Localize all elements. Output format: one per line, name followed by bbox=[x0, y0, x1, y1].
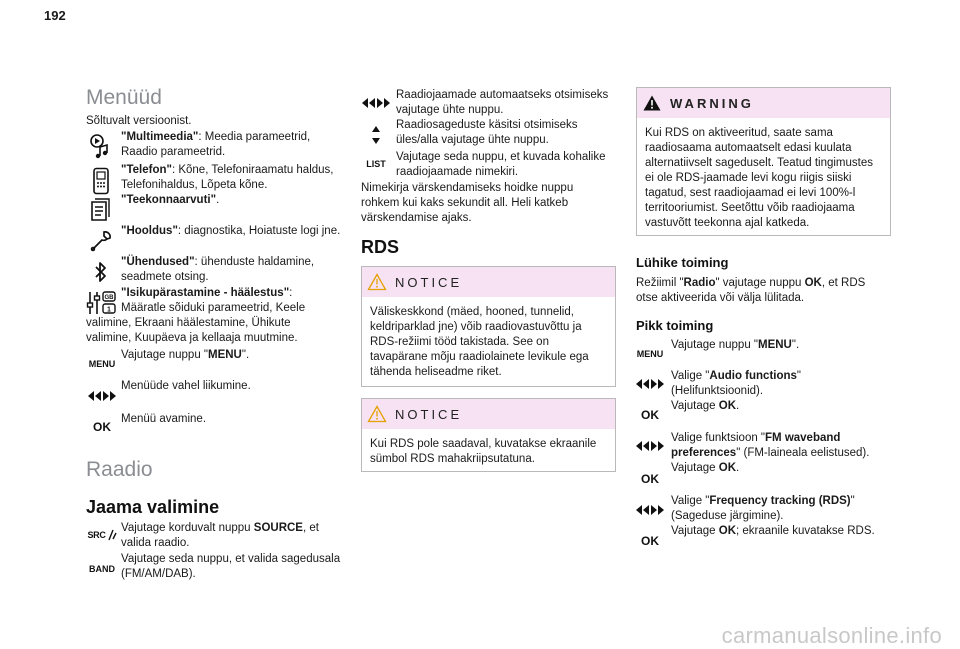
long-action-title: Pikk toiming bbox=[636, 318, 714, 333]
warning-triangle-icon bbox=[367, 405, 387, 423]
wrench-icon bbox=[86, 226, 116, 256]
left-right-arrows-icon bbox=[634, 502, 666, 518]
trip-computer-icon bbox=[86, 195, 116, 223]
list-text: Vajutage seda nuppu, et kuvada kohalike raadiojaamade nimekiri. bbox=[396, 151, 606, 178]
menu-item-personalisation-text: Määratle sõiduki parameetrid, Keele valimine, Ekraani häälestamine, Ühikute valimine, Kuupäeva ja kellaaja muutmine. bbox=[86, 302, 306, 344]
step-1-text: Vajutage nuppu "MENU". bbox=[671, 339, 800, 351]
left-right-arrows-icon bbox=[86, 388, 118, 404]
page-number: 192 bbox=[44, 8, 66, 23]
menus-title: Menüüd bbox=[86, 86, 162, 109]
ok-button-icon: OK bbox=[641, 407, 659, 422]
manual-search-text: Raadiosageduste käsitsi otsimiseks üles/alla vajutage ühte nuppu. bbox=[396, 119, 578, 146]
short-action-title: Lühike toiming bbox=[636, 255, 729, 270]
left-right-arrows-icon bbox=[634, 376, 666, 392]
seek-arrows-icon bbox=[360, 95, 392, 111]
radio-title: Raadio bbox=[86, 458, 153, 481]
menu-open-text: Menüü avamine. bbox=[121, 413, 207, 425]
notice-box-2 bbox=[361, 398, 616, 472]
list-refresh-text: Nimekirja värskendamiseks hoidke nuppu rohkem kui kaks sekundit all. Heli katkeb värskendamise ajaks. bbox=[361, 182, 574, 224]
notice-text-2: Kui RDS pole saadaval, kuvatakse ekraanile sümbol RDS mahakriipsutatuna. bbox=[370, 438, 597, 465]
notice-header-1 bbox=[362, 267, 615, 297]
band-text: Vajutage seda nuppu, et valida sagedusala (FM/AM/DAB). bbox=[121, 553, 341, 580]
notice-title-1: NOTICE bbox=[395, 274, 463, 290]
warning-text: Kui RDS on aktiveeritud, saate sama raadiosaama automaatselt edasi kuulata alternatiivselt sageduselt. Teatud tingimustes ei ole RDS-jaamade levi kogu riigis siiski tagatud, sest raadiojaamad ei levi 100%-l territooriumist. Seetõttu võib raadiojaama vastuvõtt teekonna ajal katkeda. bbox=[645, 127, 874, 229]
auto-search-text: Raadiojaamade automaatseks otsimiseks vajutage ühte nuppu. bbox=[396, 89, 609, 116]
menu-item-personalisation-label: "Isikupärastamine - häälestus": bbox=[121, 287, 293, 299]
source-button-icon: SRC bbox=[86, 528, 118, 542]
menus-intro: Sõltuvalt versioonist. bbox=[86, 115, 192, 127]
band-button-icon: BAND bbox=[89, 563, 115, 574]
notice-title-2: NOTICE bbox=[395, 406, 463, 422]
warning-header bbox=[637, 88, 890, 118]
step-3-text: Valige funktsioon "FM waveband preferences" (FM-laineala eelistused). Vajutage OK. bbox=[671, 432, 870, 474]
menu-button-icon: MENU bbox=[88, 358, 116, 369]
warning-box bbox=[636, 87, 891, 236]
station-selection-title: Jaama valimine bbox=[86, 497, 220, 517]
source-text: Vajutage korduvalt nuppu SOURCE, et valida raadio. bbox=[121, 522, 319, 549]
list-button-icon: LIST bbox=[366, 158, 386, 169]
short-action-text: Režiimil "Radio" vajutage nuppu OK, et RDS otse aktiveerida või välja lülitada. bbox=[636, 277, 866, 304]
multimedia-icon bbox=[86, 131, 116, 161]
phone-icon bbox=[86, 166, 116, 196]
bluetooth-icon bbox=[86, 258, 116, 286]
notice-text-1: Väliskeskkond (mäed, hooned, tunnelid, keldriparklad jne) võib raadiovastuvõttu ja RDS-režiimi tööd takistada. See on tavapärane mõju raadiolainete levikule ega tähenda heliseadme riket. bbox=[370, 306, 589, 378]
warning-title: WARNING bbox=[670, 95, 754, 111]
up-down-arrows-icon bbox=[360, 122, 392, 148]
warning-triangle-icon bbox=[642, 94, 662, 112]
step-2-text: Valige "Audio functions" (Helifunktsioonid). Vajutage OK. bbox=[671, 370, 802, 412]
menu-item-multimedia: "Multimeedia": Meedia parameetrid, Raadio parameetrid. bbox=[121, 131, 311, 158]
ok-button-icon: OK bbox=[93, 419, 111, 434]
warning-triangle-icon bbox=[367, 273, 387, 291]
menu-navigation-text: Menüüde vahel liikumine. bbox=[121, 380, 251, 392]
menu-item-trip-computer: "Teekonnaarvuti". bbox=[121, 194, 220, 206]
rds-title: RDS bbox=[361, 237, 400, 257]
menu-button-icon: MENU bbox=[636, 348, 664, 359]
step-4-text: Valige "Frequency tracking (RDS)" (Sageduse järgimine). Vajutage OK; ekraanile kuvatakse RDS. bbox=[671, 495, 875, 537]
left-right-arrows-icon bbox=[634, 438, 666, 454]
svg-text:GB: GB bbox=[104, 295, 114, 301]
notice-box-1 bbox=[361, 266, 616, 387]
ok-button-icon: OK bbox=[641, 533, 659, 548]
watermark: carmanualsonline.info bbox=[721, 623, 942, 648]
menu-item-connections: "Ühendused": ühenduste haldamine, seadmete otsing. bbox=[121, 256, 315, 283]
menu-item-maintenance: "Hooldus": diagnostika, Hoiatuste logi jne. bbox=[121, 225, 341, 237]
menu-item-phone: "Telefon": Kõne, Telefoniraamatu haldus, Telefonihaldus, Lõpeta kõne. bbox=[121, 164, 334, 191]
menu-press-text: Vajutage nuppu "MENU". bbox=[121, 349, 250, 361]
ok-button-icon: OK bbox=[641, 471, 659, 486]
notice-header-2 bbox=[362, 399, 615, 429]
svg-text:1: 1 bbox=[107, 306, 111, 314]
